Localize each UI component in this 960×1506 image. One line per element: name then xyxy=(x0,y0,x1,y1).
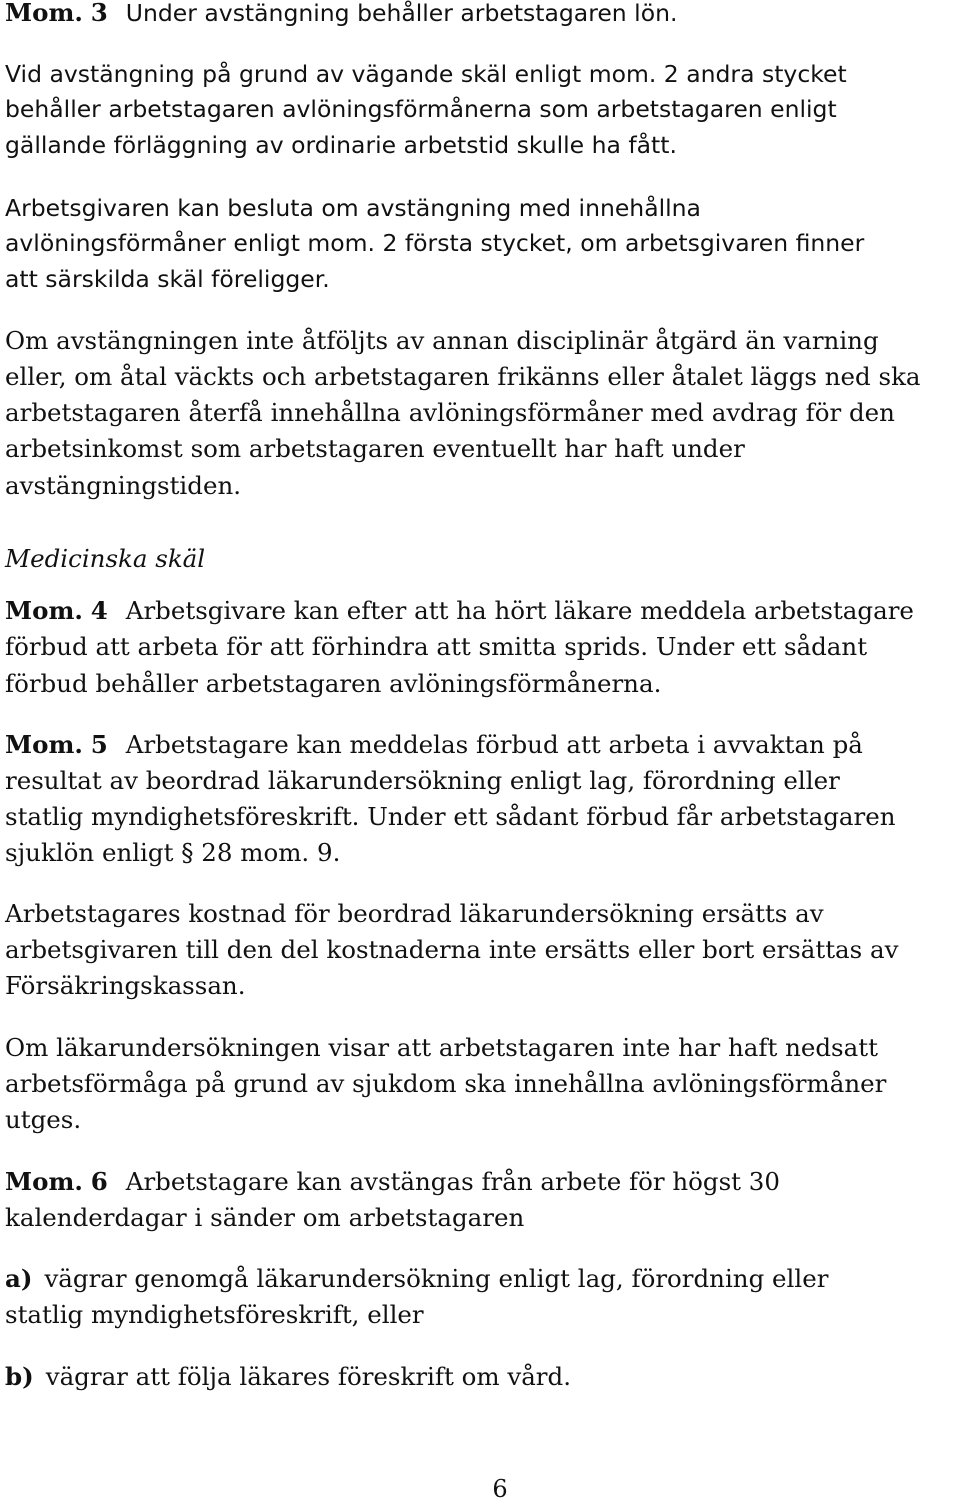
mom-4-line: förbud behåller arbetstagaren avlöningsförmånerna. xyxy=(5,669,662,698)
list-item-b-text: vägrar att följa läkares föreskrift om vård. xyxy=(45,1362,571,1391)
list-item-a xyxy=(5,1262,828,1296)
mom-4-text: Arbetsgivare kan efter att ha hört läkare meddela arbetstagare xyxy=(125,596,914,625)
paragraph-2-line: Arbetsgivaren kan besluta om avstängning med innehållna xyxy=(5,194,701,222)
list-item-b xyxy=(5,1360,571,1394)
paragraph-4-line: Försäkringskassan. xyxy=(5,971,246,1000)
paragraph-3-line: eller, om åtal väckts och arbetstagaren frikänns eller åtalet läggs ned ska xyxy=(5,362,921,391)
mom-5-first-line xyxy=(5,728,863,762)
mom-4-first-line xyxy=(5,594,914,628)
mom-5-line: resultat av beordrad läkarundersökning enligt lag, förordning eller xyxy=(5,766,840,795)
paragraph-3-line: Om avstängningen inte åtföljts av annan disciplinär åtgärd än varning xyxy=(5,326,879,355)
mom-number: 3 xyxy=(90,0,108,27)
paragraph-3-line: arbetstagaren återfå innehållna avlöningsförmåner med avdrag för den xyxy=(5,398,895,427)
list-item-a-line: statlig myndighetsföreskrift, eller xyxy=(5,1300,424,1329)
mom-label: Mom. xyxy=(5,0,83,27)
paragraph-3-line: avstängningstiden. xyxy=(5,471,242,500)
mom-number: 4 xyxy=(90,596,108,625)
paragraph-5-line: Om läkarundersökningen visar att arbetstagaren inte har haft nedsatt xyxy=(5,1033,878,1062)
mom-6-text: Arbetstagare kan avstängas från arbete för högst 30 xyxy=(125,1167,780,1196)
mom-4-line: förbud att arbeta för att förhindra att smitta sprids. Under ett sådant xyxy=(5,632,868,661)
paragraph-3-line: arbetsinkomst som arbetstagaren eventuellt har haft under xyxy=(5,434,745,463)
list-item-a-text: vägrar genomgå läkarundersökning enligt lag, förordning eller xyxy=(44,1264,829,1293)
list-marker: a) xyxy=(5,1264,33,1293)
mom-6-first-line xyxy=(5,1165,780,1199)
paragraph-1-line: gällande förläggning av ordinarie arbetstid skulle ha fått. xyxy=(5,131,677,159)
mom-3-text: Under avstängning behåller arbetstagaren lön. xyxy=(125,0,678,27)
mom-number: 5 xyxy=(90,730,108,759)
mom-label: Mom. xyxy=(5,1167,83,1196)
mom-6-line: kalenderdagar i sänder om arbetstagaren xyxy=(5,1203,525,1232)
section-heading: Medicinska skäl xyxy=(5,544,206,573)
mom-5-text: Arbetstagare kan meddelas förbud att arbeta i avvaktan på xyxy=(125,730,863,759)
mom-5-line: statlig myndighetsföreskrift. Under ett sådant förbud får arbetstagaren xyxy=(5,802,896,831)
list-marker: b) xyxy=(5,1362,34,1391)
paragraph-2-line: avlöningsförmåner enligt mom. 2 första stycket, om arbetsgivaren finner xyxy=(5,229,865,257)
paragraph-1-line: Vid avstängning på grund av vägande skäl enligt mom. 2 andra stycket xyxy=(5,60,847,88)
paragraph-4-line: Arbetstagares kostnad för beordrad läkarundersökning ersätts av xyxy=(5,899,824,928)
page-number: 6 xyxy=(492,1475,508,1503)
mom-label: Mom. xyxy=(5,596,83,625)
paragraph-4-line: arbetsgivaren till den del kostnaderna inte ersätts eller bort ersättas av xyxy=(5,935,899,964)
paragraph-1-line: behåller arbetstagaren avlöningsförmånerna som arbetstagaren enligt xyxy=(5,95,837,123)
mom-3-heading xyxy=(5,0,677,30)
paragraph-5-line: utges. xyxy=(5,1105,82,1134)
mom-number: 6 xyxy=(90,1167,108,1196)
paragraph-2-line: att särskilda skäl föreligger. xyxy=(5,265,330,293)
mom-5-line: sjuklön enligt § 28 mom. 9. xyxy=(5,838,341,867)
paragraph-5-line: arbetsförmåga på grund av sjukdom ska innehållna avlöningsförmåner xyxy=(5,1069,887,1098)
mom-label: Mom. xyxy=(5,730,83,759)
